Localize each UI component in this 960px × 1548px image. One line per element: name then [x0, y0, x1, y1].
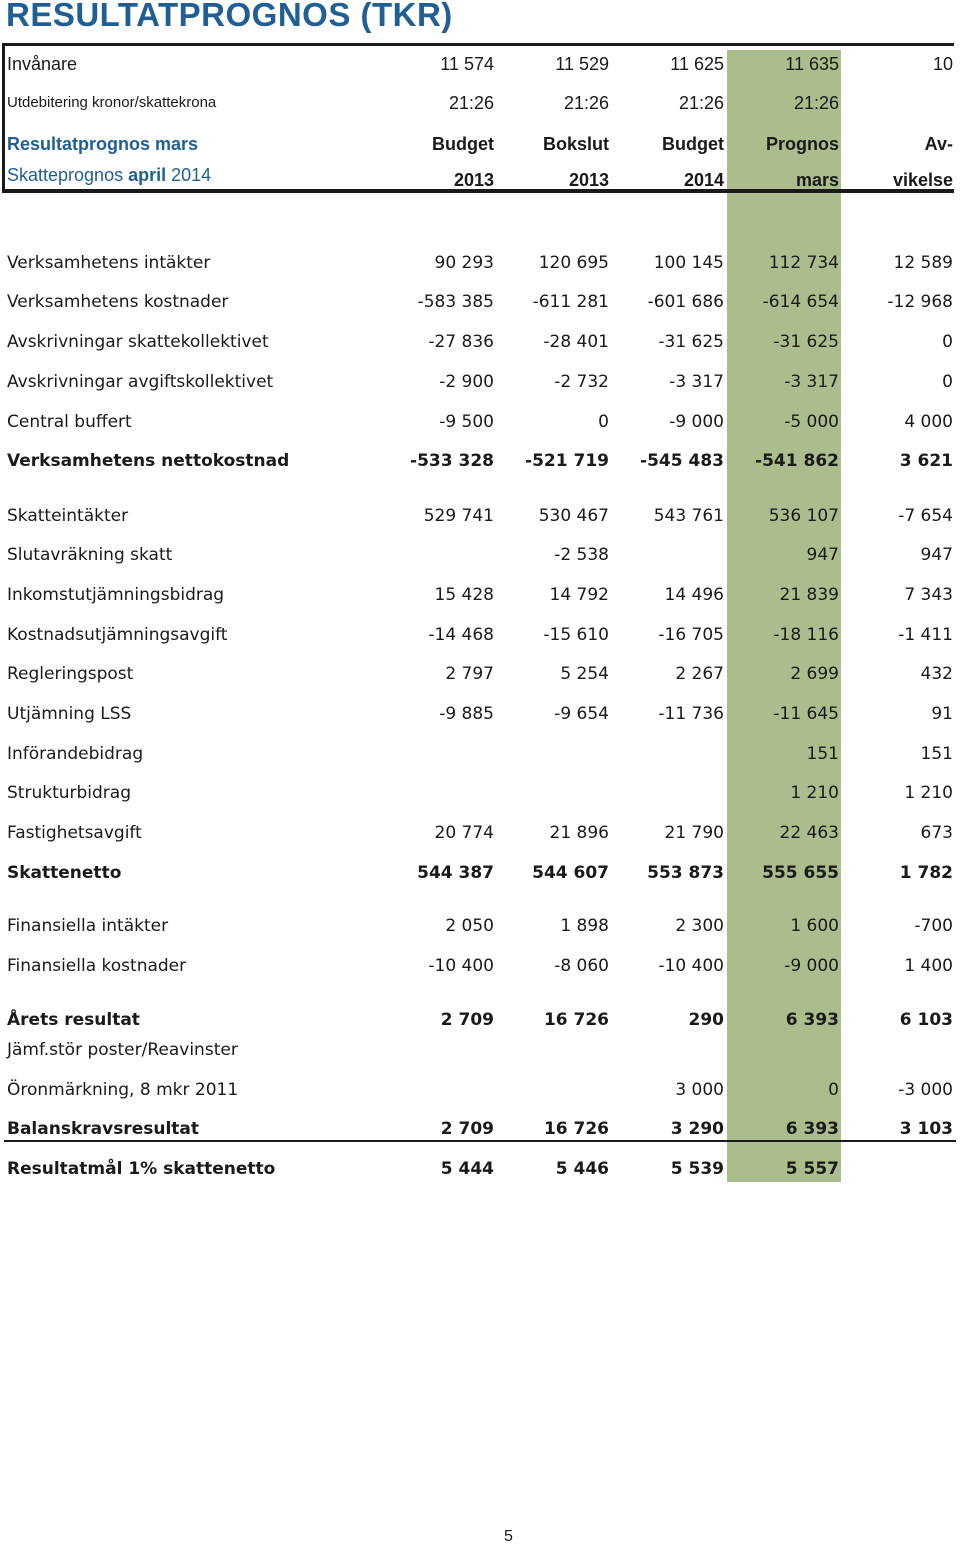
cell: 3 000 — [675, 1080, 724, 1100]
cell: -9 000 — [669, 412, 724, 432]
cell: 290 — [688, 1010, 724, 1030]
table-row — [0, 249, 960, 277]
cell: 7 343 — [904, 585, 953, 605]
cell: -7 654 — [898, 506, 953, 526]
table-row — [0, 1076, 960, 1104]
row-label: Balanskravsresultat — [7, 1119, 199, 1139]
cell: 1 600 — [790, 916, 839, 936]
row-label: Verksamhetens nettokostnad — [7, 451, 290, 471]
row-label: Årets resultat — [7, 1010, 140, 1030]
table-row — [0, 700, 960, 728]
column-header-line1 — [0, 130, 960, 158]
cell: 16 726 — [543, 1119, 609, 1139]
row-label: Avskrivningar skattekollektivet — [7, 332, 269, 352]
cell: -583 385 — [417, 292, 494, 312]
cell: 5 444 — [440, 1159, 494, 1179]
table-row — [0, 819, 960, 847]
cell: 2 709 — [440, 1119, 494, 1139]
table-row — [0, 952, 960, 980]
row-invanare — [0, 50, 960, 78]
table-row — [0, 1036, 960, 1064]
cell: 21 839 — [779, 585, 839, 605]
cell: 947 — [920, 545, 953, 565]
cell: -9 654 — [554, 704, 609, 724]
row-label: Skatteintäkter — [7, 506, 129, 526]
cell: 5 557 — [785, 1159, 839, 1179]
cell: 21 790 — [664, 823, 724, 843]
row-label: Finansiella intäkter — [7, 916, 169, 936]
cell: 2 797 — [445, 664, 494, 684]
cell: -18 116 — [773, 625, 839, 645]
cell: 21 896 — [549, 823, 609, 843]
cell: 112 734 — [768, 253, 839, 273]
cell: -8 060 — [554, 956, 609, 976]
table-row — [0, 288, 960, 316]
forecast-label-c: 2014 — [166, 165, 212, 185]
table-row-total — [0, 447, 960, 475]
table-row-total — [0, 1115, 960, 1143]
cell: 0 — [598, 412, 609, 432]
cell: 5 539 — [670, 1159, 724, 1179]
cell: -10 400 — [658, 956, 724, 976]
col-header: mars — [795, 170, 839, 190]
cell: 1 782 — [899, 863, 953, 883]
row-label: Regleringspost — [7, 664, 134, 684]
cell: -16 705 — [658, 625, 724, 645]
page-title: RESULTATPROGNOS (TKR) — [6, 0, 453, 33]
table-row — [0, 328, 960, 356]
forecast-label — [7, 161, 211, 189]
row-label: Central buffert — [7, 412, 132, 432]
cell: 15 428 — [434, 585, 494, 605]
table-row — [0, 541, 960, 569]
cell: -9 500 — [439, 412, 494, 432]
cell: -611 281 — [532, 292, 609, 312]
cell: -11 645 — [773, 704, 839, 724]
table-row-total — [0, 1006, 960, 1034]
cell: 2 300 — [675, 916, 724, 936]
cell: 1 210 — [904, 783, 953, 803]
cell: 1 898 — [560, 916, 609, 936]
cell: -11 736 — [658, 704, 724, 724]
row-label: Utjämning LSS — [7, 704, 132, 724]
cell: 91 — [931, 704, 953, 724]
table-row — [0, 368, 960, 396]
row-label: Avskrivningar avgiftskollektivet — [7, 372, 274, 392]
cell: -2 900 — [439, 372, 494, 392]
cell: 544 607 — [532, 863, 609, 883]
cell: -533 328 — [410, 451, 494, 471]
report-title: Resultatprognos mars — [7, 134, 199, 154]
cell: 16 726 — [543, 1010, 609, 1030]
table-row-total — [0, 1155, 960, 1183]
cell: 0 — [942, 372, 953, 392]
cell: 4 000 — [904, 412, 953, 432]
row-label: Kostnadsutjämningsavgift — [7, 625, 228, 645]
cell: -3 317 — [669, 372, 724, 392]
cell: 1 400 — [904, 956, 953, 976]
column-header-line2 — [0, 161, 960, 189]
forecast-label-b: april — [128, 165, 167, 185]
cell: 90 293 — [434, 253, 494, 273]
cell: 432 — [920, 664, 953, 684]
cell: 100 145 — [653, 253, 724, 273]
cell: 3 290 — [670, 1119, 724, 1139]
col-header: 2013 — [453, 170, 494, 190]
table-row — [0, 408, 960, 436]
cell: -31 625 — [658, 332, 724, 352]
cell: 2 050 — [445, 916, 494, 936]
table-row — [0, 779, 960, 807]
cell: 2 267 — [675, 664, 724, 684]
cell: -614 654 — [762, 292, 839, 312]
row-label: Införandebidrag — [7, 744, 144, 764]
cell: -12 968 — [887, 292, 953, 312]
cell: 21:26 — [793, 93, 839, 113]
table-row — [0, 581, 960, 609]
col-header: Av- — [924, 134, 953, 154]
row-label: Utdebitering kronor/skattekrona — [7, 94, 217, 111]
cell: 5 254 — [560, 664, 609, 684]
row-label: Finansiella kostnader — [7, 956, 187, 976]
col-header: Budget — [432, 134, 494, 154]
cell: 5 446 — [555, 1159, 609, 1179]
cell: 22 463 — [779, 823, 839, 843]
cell: -5 000 — [784, 412, 839, 432]
cell: 120 695 — [538, 253, 609, 273]
row-label: Jämf.stör poster/Reavinster — [7, 1040, 238, 1060]
row-label: Verksamhetens intäkter — [7, 253, 211, 273]
cell: 6 103 — [899, 1010, 953, 1030]
cell: -27 836 — [428, 332, 494, 352]
cell: 544 387 — [417, 863, 494, 883]
cell: -14 468 — [428, 625, 494, 645]
row-utdebitering — [0, 89, 960, 117]
total-underline — [4, 1140, 956, 1142]
row-label: Invånare — [7, 54, 78, 74]
col-header: Bokslut — [542, 134, 609, 154]
cell: 1 210 — [790, 783, 839, 803]
cell: 11 574 — [440, 54, 494, 74]
cell: 536 107 — [768, 506, 839, 526]
col-header: vikelse — [892, 170, 953, 190]
cell: 3 103 — [899, 1119, 953, 1139]
cell: 11 635 — [785, 54, 839, 74]
cell: 6 393 — [785, 1010, 839, 1030]
cell: 151 — [920, 744, 953, 764]
table-row — [0, 912, 960, 940]
cell: -545 483 — [640, 451, 724, 471]
cell: 530 467 — [538, 506, 609, 526]
cell: 543 761 — [653, 506, 724, 526]
col-header: Prognos — [765, 134, 839, 154]
col-header: 2013 — [568, 170, 609, 190]
cell: 10 — [932, 54, 953, 74]
cell: -3 317 — [784, 372, 839, 392]
cell: 2 709 — [440, 1010, 494, 1030]
row-label: Skattenetto — [7, 863, 122, 883]
cell: 21:26 — [563, 93, 609, 113]
cell: -9 000 — [784, 956, 839, 976]
cell: -521 719 — [525, 451, 609, 471]
row-label: Resultatmål 1% skattenetto — [7, 1159, 276, 1179]
cell: 21:26 — [448, 93, 494, 113]
cell: 12 589 — [893, 253, 953, 273]
cell: -15 610 — [543, 625, 609, 645]
table-row — [0, 740, 960, 768]
cell: 673 — [920, 823, 953, 843]
cell: 11 529 — [555, 54, 609, 74]
cell: 11 625 — [670, 54, 724, 74]
row-label: Öronmärkning, 8 mkr 2011 — [7, 1080, 239, 1100]
row-label: Strukturbidrag — [7, 783, 131, 803]
cell: -2 538 — [554, 545, 609, 565]
table-row — [0, 660, 960, 688]
cell: -1 411 — [898, 625, 953, 645]
cell: 529 741 — [423, 506, 494, 526]
col-header: 2014 — [683, 170, 724, 190]
cell: -9 885 — [439, 704, 494, 724]
cell: 20 774 — [434, 823, 494, 843]
cell: -31 625 — [773, 332, 839, 352]
cell: -10 400 — [428, 956, 494, 976]
cell: -700 — [914, 916, 953, 936]
cell: 14 496 — [664, 585, 724, 605]
cell: 947 — [806, 545, 839, 565]
cell: 555 655 — [762, 863, 839, 883]
table-row-total — [0, 859, 960, 887]
cell: 553 873 — [647, 863, 724, 883]
cell: -28 401 — [543, 332, 609, 352]
cell: 151 — [806, 744, 839, 764]
row-label: Slutavräkning skatt — [7, 545, 173, 565]
cell: -601 686 — [647, 292, 724, 312]
cell: 14 792 — [549, 585, 609, 605]
cell: 3 621 — [899, 451, 953, 471]
cell: -3 000 — [898, 1080, 953, 1100]
page-number: 5 — [504, 1528, 513, 1545]
col-header: Budget — [662, 134, 724, 154]
cell: 0 — [828, 1080, 839, 1100]
cell: 21:26 — [678, 93, 724, 113]
row-label: Fastighetsavgift — [7, 823, 142, 843]
cell: -541 862 — [755, 451, 839, 471]
row-label: Inkomstutjämningsbidrag — [7, 585, 225, 605]
cell: 0 — [942, 332, 953, 352]
table-row — [0, 621, 960, 649]
table-row — [0, 502, 960, 530]
cell: -2 732 — [554, 372, 609, 392]
cell: 2 699 — [790, 664, 839, 684]
forecast-label-a: Skatteprognos — [7, 165, 129, 185]
cell: 6 393 — [785, 1119, 839, 1139]
row-label: Verksamhetens kostnader — [7, 292, 229, 312]
